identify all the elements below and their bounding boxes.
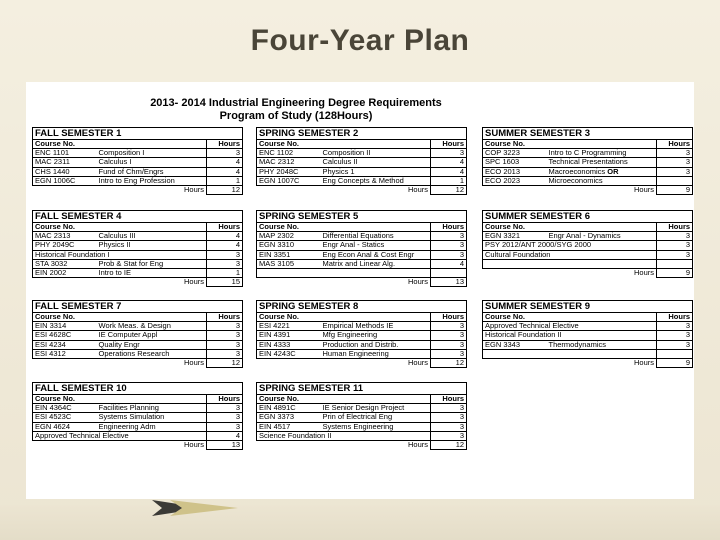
total-hours-label: Hours	[183, 358, 204, 368]
course-row	[33, 167, 243, 176]
course-number: ESI 4312	[33, 349, 97, 358]
course-row	[257, 322, 467, 331]
course-title-text: Empirical Methods IE	[322, 321, 394, 331]
hours-header: Hours	[207, 140, 243, 149]
course-title	[547, 259, 657, 268]
total-hours-label: Hours	[407, 185, 428, 195]
course-title	[547, 340, 657, 349]
course-title	[321, 167, 431, 176]
course-title	[321, 349, 431, 358]
course-hours: 4	[431, 158, 467, 167]
course-title	[321, 404, 431, 413]
course-full-label: PSY 2012/ANT 2000/SYG 2000	[483, 241, 657, 250]
course-number: MAS 3105	[257, 259, 321, 268]
course-full-label: Science Foundation II	[257, 431, 431, 440]
course-title	[97, 413, 207, 422]
course-number: STA 3032	[33, 259, 97, 268]
course-title	[97, 422, 207, 431]
semester-table	[32, 382, 243, 450]
course-title-text: Engr Anal - Statics	[322, 240, 385, 250]
course-no-header: Course No.	[33, 395, 207, 404]
course-number: EGN 1006C	[33, 176, 97, 185]
total-hours-value: 9	[657, 186, 693, 195]
course-title	[97, 167, 207, 176]
course-number: ECO 2023	[483, 176, 547, 185]
course-hours: 3	[431, 149, 467, 158]
course-title-text: Production and Distrib.	[322, 340, 399, 349]
course-hours: 3	[657, 322, 693, 331]
course-row	[483, 167, 693, 176]
course-no-header: Course No.	[33, 223, 207, 232]
course-hours: 3	[657, 158, 693, 167]
semester-title: FALL SEMESTER 10	[33, 383, 243, 395]
course-hours: 3	[207, 149, 243, 158]
course-hours: 3	[207, 340, 243, 349]
course-row	[257, 259, 467, 268]
course-title-text: Intro to C Programming	[548, 148, 627, 158]
course-number: EIN 4243C	[257, 349, 321, 358]
course-no-header: Course No.	[33, 140, 207, 149]
semester-table	[256, 210, 467, 287]
course-row	[257, 331, 467, 340]
course-title-text: Work Meas. & Design	[98, 321, 171, 331]
total-hours-label: Hours	[407, 277, 428, 287]
course-no-header: Course No.	[33, 313, 207, 322]
course-row	[483, 158, 693, 167]
course-number: ESI 4234	[33, 340, 97, 349]
course-number: PHY 2049C	[33, 241, 97, 250]
course-hours: 3	[657, 340, 693, 349]
course-title	[321, 241, 431, 250]
hours-header: Hours	[207, 313, 243, 322]
course-title	[321, 259, 431, 268]
course-hours: 3	[207, 422, 243, 431]
course-full-label: Approved Technical Elective	[33, 431, 207, 440]
course-title-text: Engr Anal - Dynamics	[548, 231, 621, 241]
course-number: EGN 3310	[257, 241, 321, 250]
course-title	[97, 322, 207, 331]
course-title	[97, 241, 207, 250]
course-row	[483, 241, 693, 250]
total-hours-value: 13	[431, 278, 467, 287]
course-title	[547, 176, 657, 185]
course-row	[33, 422, 243, 431]
course-number: EIN 3314	[33, 322, 97, 331]
course-title	[547, 158, 657, 167]
course-number: PHY 2048C	[257, 167, 321, 176]
hours-header: Hours	[431, 313, 467, 322]
course-row	[33, 232, 243, 241]
course-number	[483, 349, 547, 358]
course-row	[33, 158, 243, 167]
semester-table	[256, 300, 467, 368]
course-row	[257, 422, 467, 431]
course-hours: 3	[207, 322, 243, 331]
course-title-text: Mfg Engineering	[322, 330, 378, 340]
course-row	[483, 340, 693, 349]
total-hours-value: 12	[431, 186, 467, 195]
course-row	[33, 149, 243, 158]
hours-header: Hours	[207, 395, 243, 404]
course-row	[483, 250, 693, 259]
course-hours	[657, 176, 693, 185]
course-number: EIN 4333	[257, 340, 321, 349]
document-title: 2013- 2014 Industrial Engineering Degree Requirements	[150, 97, 442, 109]
hours-header: Hours	[657, 313, 693, 322]
semester-table	[482, 210, 693, 278]
semester-table	[256, 127, 467, 195]
course-title-text: IE Senior Design Project	[322, 403, 405, 413]
course-number: EIN 4391	[257, 331, 321, 340]
course-hours: 4	[431, 167, 467, 176]
semester-title: FALL SEMESTER 1	[33, 128, 243, 140]
course-title	[321, 158, 431, 167]
course-number: ESI 4523C	[33, 413, 97, 422]
slide-title: Four-Year Plan	[250, 24, 470, 57]
semester-table	[482, 300, 693, 368]
total-hours-value: 12	[207, 359, 243, 368]
course-title	[547, 232, 657, 241]
document-subtitle: Program of Study (128Hours)	[219, 110, 373, 122]
course-no-header: Course No.	[257, 140, 431, 149]
course-title-text: Systems Engineering	[322, 422, 394, 431]
course-title-text: Microeconomics	[548, 176, 603, 185]
course-title-text: Intro to IE	[98, 268, 132, 278]
course-row	[483, 331, 693, 340]
course-number: MAC 2311	[33, 158, 97, 167]
total-hours-label: Hours	[407, 440, 428, 450]
course-title-text: Macroeconomics	[548, 167, 606, 176]
semester-title: SUMMER SEMESTER 6	[483, 211, 693, 223]
course-full-label: Historical Foundation I	[33, 250, 207, 259]
course-title-text: Prin of Electrical Eng	[322, 412, 393, 422]
course-title	[321, 422, 431, 431]
course-title	[97, 176, 207, 185]
total-hours-value: 13	[207, 441, 243, 450]
course-hours	[657, 349, 693, 358]
course-row	[257, 413, 467, 422]
course-number: CHS 1440	[33, 167, 97, 176]
course-no-header: Course No.	[257, 395, 431, 404]
hours-header: Hours	[657, 223, 693, 232]
course-title-text: IE Computer Appl	[98, 330, 158, 340]
course-hours: 3	[207, 259, 243, 268]
course-title-text: Intro to Eng Profession	[98, 176, 175, 185]
course-title-text: Technical Presentations	[548, 157, 628, 167]
course-hours: 3	[431, 340, 467, 349]
total-hours-value: 15	[207, 278, 243, 287]
bottom-band	[0, 505, 720, 540]
chevron-arrows-decoration	[152, 494, 272, 524]
course-hours: 3	[657, 331, 693, 340]
course-title	[97, 404, 207, 413]
semester-title: SPRING SEMESTER 8	[257, 301, 467, 313]
course-title	[97, 149, 207, 158]
course-number: EGN 3321	[483, 232, 547, 241]
course-number: EIN 2002	[33, 269, 97, 278]
course-title-text: Thermodynamics	[548, 340, 607, 349]
course-hours: 4	[207, 167, 243, 176]
semester-title: SUMMER SEMESTER 3	[483, 128, 693, 140]
total-hours-value: 9	[657, 269, 693, 278]
course-hours: 3	[431, 331, 467, 340]
course-number	[257, 269, 321, 278]
course-row	[33, 349, 243, 358]
course-title-text: Composition I	[98, 148, 145, 158]
course-number: COP 3223	[483, 149, 547, 158]
course-title	[321, 340, 431, 349]
course-row	[33, 259, 243, 268]
total-hours-label: Hours	[633, 268, 654, 278]
course-title-emphasis: OR	[607, 167, 619, 176]
course-row	[33, 250, 243, 259]
course-number: MAP 2302	[257, 232, 321, 241]
course-row	[257, 241, 467, 250]
course-title	[321, 149, 431, 158]
course-title	[97, 232, 207, 241]
course-hours: 3	[657, 241, 693, 250]
course-row	[33, 331, 243, 340]
course-row	[257, 176, 467, 185]
course-title	[321, 413, 431, 422]
course-title	[97, 331, 207, 340]
course-hours: 3	[431, 241, 467, 250]
course-title-text: Physics II	[98, 240, 131, 250]
course-title-text: Facilities Planning	[98, 403, 159, 413]
semester-title: FALL SEMESTER 7	[33, 301, 243, 313]
course-row	[483, 176, 693, 185]
course-hours: 3	[431, 413, 467, 422]
course-hours: 3	[657, 149, 693, 158]
course-hours: 3	[207, 413, 243, 422]
course-number: ESI 4221	[257, 322, 321, 331]
course-number: ESI 4628C	[33, 331, 97, 340]
semester-title: FALL SEMESTER 4	[33, 211, 243, 223]
course-title	[97, 158, 207, 167]
course-number: EGN 3373	[257, 413, 321, 422]
course-title-text: Human Engineering	[322, 349, 389, 358]
course-title	[321, 331, 431, 340]
course-number: ECO 2013	[483, 167, 547, 176]
total-hours-value: 9	[657, 359, 693, 368]
course-row	[257, 232, 467, 241]
course-number: ENC 1101	[33, 149, 97, 158]
course-hours: 3	[431, 250, 467, 259]
course-number	[483, 259, 547, 268]
course-hours	[657, 259, 693, 268]
course-hours: 3	[431, 232, 467, 241]
total-hours-value: 12	[431, 441, 467, 450]
semester-title: SPRING SEMESTER 5	[257, 211, 467, 223]
course-title	[321, 269, 431, 278]
course-title	[321, 250, 431, 259]
course-title-text: Quality Engr	[98, 340, 140, 349]
hours-header: Hours	[431, 140, 467, 149]
course-row	[33, 413, 243, 422]
total-hours-label: Hours	[183, 440, 204, 450]
course-title	[321, 322, 431, 331]
course-full-label: Cultural Foundation	[483, 250, 657, 259]
total-hours-label: Hours	[183, 185, 204, 195]
course-row	[483, 259, 693, 268]
course-title-text: Operations Research	[98, 349, 170, 358]
course-title-text: Systems Simulation	[98, 412, 165, 422]
course-number: EIN 3351	[257, 250, 321, 259]
course-hours: 3	[657, 250, 693, 259]
course-hours: 4	[207, 241, 243, 250]
total-hours-label: Hours	[407, 358, 428, 368]
semester-table	[32, 127, 243, 195]
course-title-text: Calculus I	[98, 157, 132, 167]
course-row	[257, 349, 467, 358]
course-number: EIN 4517	[257, 422, 321, 431]
course-number: MAC 2313	[33, 232, 97, 241]
total-hours-label: Hours	[633, 185, 654, 195]
course-title-text: Matrix and Linear Alg.	[322, 259, 396, 268]
course-hours: 1	[207, 176, 243, 185]
course-hours: 4	[431, 259, 467, 268]
course-hours: 3	[207, 331, 243, 340]
course-row	[257, 149, 467, 158]
course-title-text: Prob & Stat for Eng	[98, 259, 164, 268]
course-hours	[431, 269, 467, 278]
course-hours: 4	[207, 232, 243, 241]
course-full-label: Historical Foundation II	[483, 331, 657, 340]
semester-title: SPRING SEMESTER 2	[257, 128, 467, 140]
course-row	[33, 269, 243, 278]
course-title	[97, 269, 207, 278]
course-title-text: Composition II	[322, 148, 371, 158]
course-title	[321, 232, 431, 241]
course-number: SPC 1603	[483, 158, 547, 167]
semester-table	[32, 210, 243, 287]
degree-requirements-document	[26, 82, 694, 499]
course-title	[97, 340, 207, 349]
course-title-text: Calculus III	[98, 231, 136, 241]
total-hours-label: Hours	[633, 358, 654, 368]
course-row	[257, 404, 467, 413]
course-hours: 3	[431, 431, 467, 440]
course-title-text: Fund of Chm/Engrs	[98, 167, 164, 176]
course-no-header: Course No.	[483, 223, 657, 232]
course-no-header: Course No.	[483, 313, 657, 322]
course-number: EGN 1007C	[257, 176, 321, 185]
course-title	[547, 167, 657, 176]
course-number: ENC 1102	[257, 149, 321, 158]
course-number: EGN 4624	[33, 422, 97, 431]
course-title-text: Calculus II	[322, 157, 358, 167]
course-row	[257, 431, 467, 440]
course-row	[483, 349, 693, 358]
course-hours: 4	[207, 158, 243, 167]
course-title-text: Engineering Adm	[98, 422, 156, 431]
course-title-text: Eng Concepts & Method	[322, 176, 404, 185]
course-hours: 1	[431, 176, 467, 185]
course-row	[257, 340, 467, 349]
course-title-text: Eng Econ Anal & Cost Engr	[322, 250, 415, 259]
course-title	[97, 349, 207, 358]
hours-header: Hours	[431, 395, 467, 404]
course-number: EIN 4364C	[33, 404, 97, 413]
semester-table	[32, 300, 243, 368]
semester-title: SUMMER SEMESTER 9	[483, 301, 693, 313]
course-row	[483, 322, 693, 331]
course-hours: 3	[207, 404, 243, 413]
total-hours-label: Hours	[183, 277, 204, 287]
course-title-text: Differential Equations	[322, 231, 394, 241]
hours-header: Hours	[207, 223, 243, 232]
course-hours: 1	[207, 269, 243, 278]
course-row	[33, 176, 243, 185]
semester-table	[482, 127, 693, 195]
course-row	[33, 404, 243, 413]
course-no-header: Course No.	[483, 140, 657, 149]
course-row	[483, 232, 693, 241]
total-hours-value: 12	[431, 359, 467, 368]
course-row	[33, 431, 243, 440]
course-row	[483, 149, 693, 158]
course-row	[33, 340, 243, 349]
course-no-header: Course No.	[257, 223, 431, 232]
course-hours: 3	[207, 250, 243, 259]
course-row	[33, 322, 243, 331]
total-hours-value: 12	[207, 186, 243, 195]
course-title	[97, 259, 207, 268]
hours-header: Hours	[657, 140, 693, 149]
course-row	[257, 269, 467, 278]
course-hours: 3	[431, 322, 467, 331]
course-hours: 4	[207, 431, 243, 440]
course-title	[547, 149, 657, 158]
course-number: EIN 4891C	[257, 404, 321, 413]
course-title-text: Physics 1	[322, 167, 355, 176]
course-row	[257, 167, 467, 176]
course-row	[33, 241, 243, 250]
hours-header: Hours	[431, 223, 467, 232]
course-number: MAC 2312	[257, 158, 321, 167]
course-full-label: Approved Technical Elective	[483, 322, 657, 331]
course-row	[257, 250, 467, 259]
course-number: EGN 3343	[483, 340, 547, 349]
course-no-header: Course No.	[257, 313, 431, 322]
course-hours: 3	[207, 349, 243, 358]
course-hours: 3	[657, 167, 693, 176]
course-hours: 3	[657, 232, 693, 241]
course-hours: 3	[431, 404, 467, 413]
course-title	[547, 349, 657, 358]
semester-title: SPRING SEMESTER 11	[257, 383, 467, 395]
course-hours: 3	[431, 422, 467, 431]
course-hours: 3	[431, 349, 467, 358]
course-row	[257, 158, 467, 167]
course-title	[321, 176, 431, 185]
semester-table	[256, 382, 467, 450]
